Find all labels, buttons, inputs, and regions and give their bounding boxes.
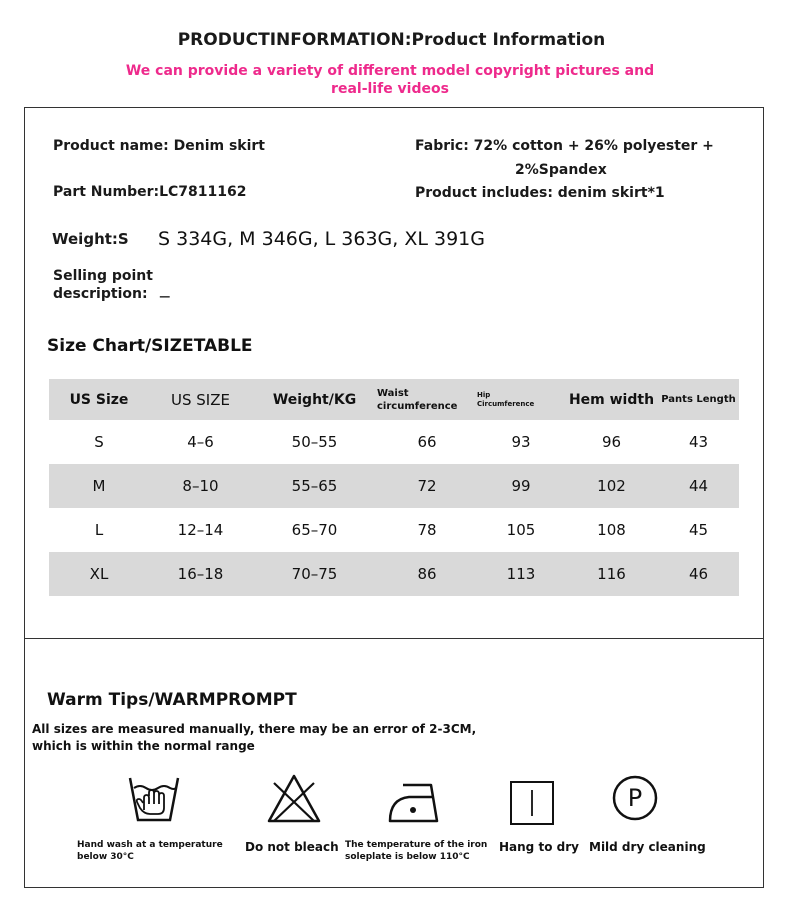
selling-point-label — [53, 267, 153, 303]
section-divider — [24, 638, 764, 639]
table-row — [49, 464, 739, 508]
care-label-iron-line-2: soleplate is below 110°C — [345, 852, 470, 862]
fabric-line-1: Fabric: 72% cotton + 26% polyester + — [415, 138, 714, 154]
header-waist — [377, 379, 477, 420]
subtitle-line-2: real-life videos — [331, 81, 449, 97]
care-label-hand-wash — [77, 839, 223, 863]
header-us-size-alt: US SIZE — [171, 390, 230, 409]
table-row — [49, 420, 739, 464]
header-hip-line-1: Hip — [477, 390, 491, 399]
cell-waist: 72 — [417, 477, 437, 495]
size-chart-title: Size Chart/SIZETABLE — [47, 336, 253, 356]
header-waist-line-1: Waist — [377, 387, 409, 399]
care-label-dry-clean: Mild dry cleaning — [589, 840, 706, 854]
hang-dry-icon — [509, 780, 555, 826]
header-hem: Hem width — [568, 391, 655, 408]
selling-point-value: _ — [160, 276, 170, 298]
cell-length: 45 — [688, 521, 709, 539]
size-table — [49, 379, 739, 596]
care-label-hang-dry: Hang to dry — [499, 840, 579, 854]
header-length: Pants Length — [661, 394, 736, 405]
cell-hem: 102 — [597, 477, 626, 495]
iron-temperature-icon — [387, 779, 443, 825]
warm-tips-note — [32, 721, 476, 755]
cell-weight: 65–70 — [291, 521, 338, 539]
warm-tips-note-line-2: which is within the normal range — [32, 739, 255, 753]
cell-us: 8–10 — [182, 477, 219, 495]
cell-weight: 70–75 — [291, 565, 338, 583]
fabric-line-2: 2%Spandex — [515, 162, 607, 178]
table-row — [49, 508, 739, 552]
weight-label: Weight:S — [52, 230, 129, 248]
weight-values: S 334G, M 346G, L 363G, XL 391G — [158, 228, 485, 250]
cell-waist: 78 — [417, 521, 437, 539]
product-name: Product name: Denim skirt — [53, 138, 265, 154]
no-bleach-icon — [266, 773, 322, 825]
cell-weight: 50–55 — [291, 433, 338, 451]
hand-wash-icon — [128, 774, 180, 824]
selling-point-label-line-2: description: — [53, 286, 148, 302]
cell-us: 16–18 — [177, 565, 224, 583]
cell-hip: 113 — [506, 565, 536, 583]
page-title: PRODUCTINFORMATION:Product Information — [177, 30, 606, 50]
svg-text:P: P — [627, 784, 643, 812]
selling-point-label-line-1: Selling point — [53, 268, 153, 284]
cell-weight: 55–65 — [291, 477, 338, 495]
cell-hip: 105 — [506, 521, 536, 539]
cell-waist: 86 — [417, 565, 437, 583]
care-label-hand-wash-line-2: below 30°C — [77, 852, 134, 862]
header-us-size: US Size — [69, 391, 129, 408]
care-label-iron — [345, 839, 487, 863]
cell-size: S — [94, 433, 104, 451]
cell-hip: 93 — [511, 433, 531, 451]
header-weight: Weight/KG — [272, 391, 357, 408]
size-table-header — [49, 379, 739, 420]
header-hip — [477, 379, 565, 420]
cell-length: 43 — [688, 433, 709, 451]
warm-tips-note-line-1: All sizes are measured manually, there may be an error of 2-3CM, — [32, 722, 477, 736]
subtitle — [120, 62, 660, 98]
care-label-iron-line-1: The temperature of the iron — [345, 840, 488, 850]
cell-length: 44 — [688, 477, 709, 495]
cell-hem: 108 — [597, 521, 626, 539]
cell-length: 46 — [688, 565, 709, 583]
cell-hem: 116 — [597, 565, 626, 583]
warm-tips-title: Warm Tips/WARMPROMPT — [47, 690, 297, 710]
cell-us: 12–14 — [177, 521, 224, 539]
care-label-no-bleach: Do not bleach — [245, 840, 339, 854]
header-hip-line-2: Circumference — [477, 399, 535, 408]
cell-size: L — [94, 521, 104, 539]
dry-clean-icon — [611, 774, 659, 822]
cell-hem: 96 — [601, 433, 622, 451]
subtitle-line-1: We can provide a variety of different model copyright pictures and — [125, 63, 655, 79]
cell-us: 4–6 — [187, 433, 214, 451]
care-label-hand-wash-line-1: Hand wash at a temperature — [77, 840, 223, 850]
cell-waist: 66 — [417, 433, 437, 451]
product-includes: Product includes: denim skirt*1 — [415, 185, 665, 201]
cell-size: XL — [89, 565, 109, 583]
header-waist-line-2: circumference — [377, 400, 458, 412]
table-row — [49, 552, 739, 596]
cell-size: M — [92, 477, 106, 495]
cell-hip: 99 — [511, 477, 531, 495]
part-number: Part Number:LC7811162 — [53, 184, 247, 200]
